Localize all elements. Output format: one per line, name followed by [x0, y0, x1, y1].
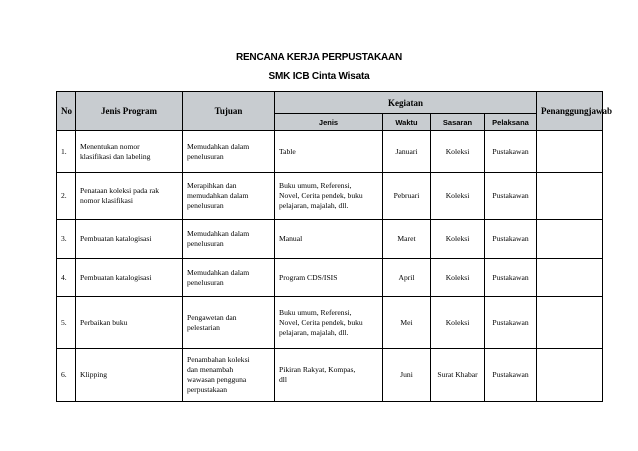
table-row [57, 131, 603, 173]
header-tujuan: Tujuan [183, 92, 275, 131]
cell-penanggungjawab [537, 220, 603, 259]
cell-pelaksana: Pustakawan [485, 349, 537, 402]
cell-jenis-program: Penataan koleksi pada rak nomor klasifikasi [76, 173, 183, 220]
header-pelaksana: Pelaksana [485, 114, 537, 131]
work-plan-table [56, 91, 613, 402]
cell-jenis: Manual [275, 220, 383, 259]
cell-tujuan: Memudahkan dalam penelusuran [183, 220, 275, 259]
cell-no: 6. [57, 349, 76, 402]
table-row [57, 259, 603, 297]
header-kegiatan: Kegiatan [275, 92, 537, 114]
cell-tujuan: Memudahkan dalam penelusuran [183, 131, 275, 173]
table-row [57, 220, 603, 259]
cell-pelaksana: Pustakawan [485, 131, 537, 173]
cell-no: 2. [57, 173, 76, 220]
cell-jenis-program: Klipping [76, 349, 183, 402]
cell-tujuan: Pengawetan dan pelestarian [183, 297, 275, 349]
header-sasaran: Sasaran [431, 114, 485, 131]
document-title: RENCANA KERJA PERPUSTAKAAN [235, 52, 403, 63]
cell-penanggungjawab [537, 131, 603, 173]
cell-jenis: Buku umum, Referensi, Novel, Cerita pendek, buku pelajaran, majalah, dll. [275, 173, 383, 220]
cell-jenis: Buku umum, Referensi, Novel, Cerita pendek, buku pelajaran, majalah, dll. [275, 297, 383, 349]
cell-tujuan: Merapihkan dan memudahkan dalam penelusuran [183, 173, 275, 220]
cell-waktu: April [383, 259, 431, 297]
cell-penanggungjawab [537, 349, 603, 402]
cell-no: 4. [57, 259, 76, 297]
cell-jenis-program: Pembuatan katalogisasi [76, 220, 183, 259]
cell-waktu: Januari [383, 131, 431, 173]
table-body [57, 131, 603, 402]
header-jenis-program: Jenis Program [76, 92, 183, 131]
cell-sasaran: Koleksi [431, 259, 485, 297]
cell-sasaran: Koleksi [431, 131, 485, 173]
cell-pelaksana: Pustakawan [485, 220, 537, 259]
cell-jenis-program: Pembuatan katalogisasi [76, 259, 183, 297]
cell-jenis-program: Perbaikan buku [76, 297, 183, 349]
header-jenis: Jenis [275, 114, 383, 131]
cell-jenis: Program CDS/ISIS [275, 259, 383, 297]
table-row [57, 349, 603, 402]
table-row [57, 297, 603, 349]
cell-no: 5. [57, 297, 76, 349]
cell-pelaksana: Pustakawan [485, 297, 537, 349]
cell-sasaran: Koleksi [431, 173, 485, 220]
cell-jenis: Pikiran Rakyat, Kompas, dll [275, 349, 383, 402]
cell-tujuan: Memudahkan dalam penelusuran [183, 259, 275, 297]
cell-sasaran: Koleksi [431, 297, 485, 349]
cell-sasaran: Surat Khabar [431, 349, 485, 402]
cell-sasaran: Koleksi [431, 220, 485, 259]
header-no: No [57, 92, 76, 131]
cell-waktu: Juni [383, 349, 431, 402]
cell-tujuan: Penambahan koleksi dan menambah wawasan pengguna perpustakaan [183, 349, 275, 402]
cell-waktu: Maret [383, 220, 431, 259]
cell-jenis: Table [275, 131, 383, 173]
cell-no: 3. [57, 220, 76, 259]
cell-jenis-program: Menentukan nomor klasifikasi dan labeling [76, 131, 183, 173]
cell-waktu: Pebruari [383, 173, 431, 220]
document-subtitle: SMK ICB Cinta Wisata [268, 71, 370, 82]
cell-waktu: Mei [383, 297, 431, 349]
cell-pelaksana: Pustakawan [485, 259, 537, 297]
header-waktu: Waktu [383, 114, 431, 131]
cell-no: 1. [57, 131, 76, 173]
cell-penanggungjawab [537, 173, 603, 220]
cell-pelaksana: Pustakawan [485, 173, 537, 220]
cell-penanggungjawab [537, 297, 603, 349]
header-penanggungjawab: Penanggungjawab [537, 92, 603, 131]
table-row [57, 173, 603, 220]
cell-penanggungjawab [537, 259, 603, 297]
